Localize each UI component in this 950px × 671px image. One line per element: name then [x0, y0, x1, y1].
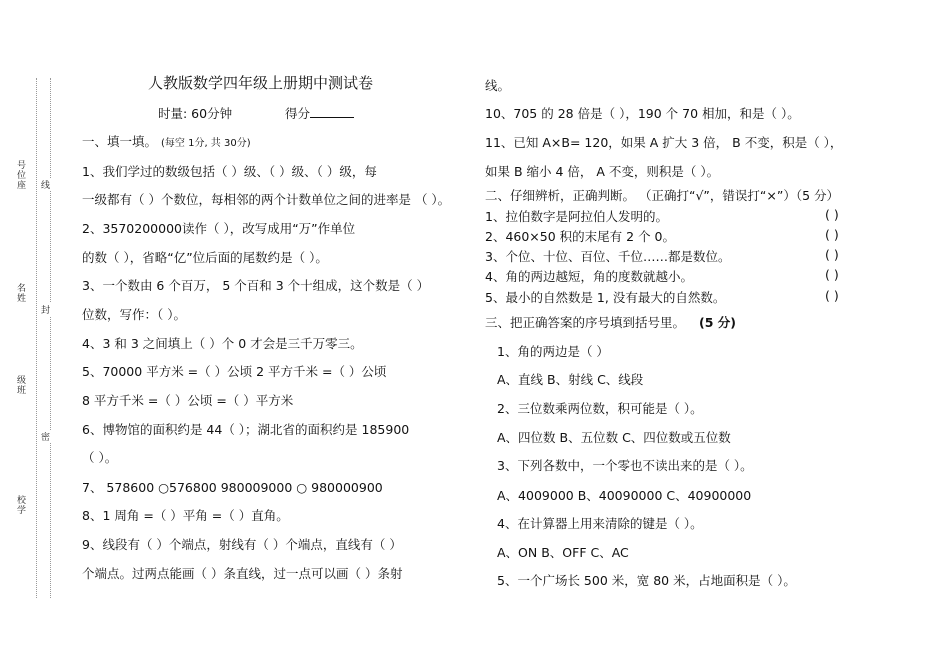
- binding-seal-secret: 密: [41, 430, 53, 443]
- binding-label-name: 名姓: [17, 284, 29, 304]
- judge-answer-paren: ( ): [825, 207, 839, 222]
- judge-answer-paren: ( ): [825, 267, 839, 282]
- question-line: 4、3 和 3 之间填上（ ）个 0 才会是三千万零三。: [82, 336, 363, 351]
- choice-question: 3、下列各数中，一个零也不读出来的是（ ）。: [497, 458, 753, 473]
- question-line: 7、 578600 ○576800 980009000 ○ 980000900: [82, 480, 383, 495]
- choice-options: A、四位数 B、五位数 C、四位数或五位数: [497, 430, 731, 445]
- question-line: 10、705 的 28 倍是（ ），190 个 70 相加，和是（ ）。: [485, 106, 800, 121]
- choice-options: A、4009000 B、40090000 C、40900000: [497, 488, 752, 503]
- exam-time: 时量: 60分钟: [158, 106, 233, 121]
- question-line: 6、博物馆的面积约是 44（ ）；湖北省的面积约是 185900: [82, 422, 410, 437]
- question-line: 的数（ ），省略“亿”位后面的尾数约是（ ）。: [82, 250, 328, 265]
- binding-dotted-line-left: [36, 78, 37, 598]
- binding-strip: [10, 78, 51, 598]
- question-line: 8 平方千米 =（ ）公顷 =（ ）平方米: [82, 393, 294, 408]
- judge-item: 3、个位、十位、百位、千位……都是数位。: [485, 249, 731, 264]
- question-line: 8、1 周角 =（ ）平角 =（ ）直角。: [82, 508, 289, 523]
- binding-dotted-line-right: [50, 78, 51, 598]
- score-blank: [310, 105, 354, 118]
- binding-label-school: 校学: [17, 496, 29, 516]
- choice-options: A、直线 B、射线 C、线段: [497, 372, 644, 387]
- choice-options: A、ON B、OFF C、AC: [497, 545, 629, 560]
- section-3-heading: 三、把正确答案的序号填到括号里。: [485, 315, 686, 330]
- section-1-heading: 一、填一填。: [82, 134, 158, 149]
- section-1-title: [82, 132, 251, 150]
- judge-item: 4、角的两边越短，角的度数就越小。: [485, 269, 693, 284]
- question-line: 个端点。过两点能画（ ）条直线，过一点可以画（ ）条射: [82, 566, 403, 581]
- judge-answer-paren: ( ): [825, 227, 839, 242]
- judge-item: 5、最小的自然数是 1, 没有最大的自然数。: [485, 290, 726, 305]
- page-title: 人教版数学四年级上册期中测试卷: [148, 74, 374, 92]
- question-line: 5、70000 平方米 =（ ）公顷 2 平方千米 =（ ）公顷: [82, 364, 387, 379]
- binding-seal-seal: 封: [41, 303, 53, 316]
- question-line: 11、已知 A×B= 120，如果 A 扩大 3 倍， B 不变，积是（ ），: [485, 135, 843, 150]
- score-label: 得分: [285, 106, 311, 121]
- binding-seal-line: 线: [41, 178, 53, 191]
- section-3-score: (5 分): [699, 315, 736, 330]
- section-1-note: (每空 1分, 共 30分): [161, 138, 251, 149]
- section-3-title: [485, 313, 736, 331]
- binding-label-seat: 号位座: [17, 161, 29, 191]
- question-line: 1、我们学过的数级包括（ ）级、（ ）级、（ ）级，每: [82, 164, 377, 179]
- choice-question: 2、三位数乘两位数，积可能是（ ）。: [497, 401, 703, 416]
- section-2-title: 二、仔细辨析，正确判断。 （正确打“√”，错误打“×”）（5 分）: [485, 188, 839, 203]
- choice-question: 4、在计算器上用来清除的键是（ ）。: [497, 516, 703, 531]
- question-line: （ ）。: [82, 450, 118, 465]
- judge-answer-paren: ( ): [825, 288, 839, 303]
- question-line: 线。: [485, 78, 511, 93]
- judge-item: 2、460×50 积的末尾有 2 个 0。: [485, 229, 675, 244]
- choice-question: 1、角的两边是（ ）: [497, 344, 609, 359]
- binding-label-class: 级班: [17, 376, 29, 396]
- question-line: 3、一个数由 6 个百万， 5 个百和 3 个十组成，这个数是（ ）: [82, 278, 430, 293]
- choice-question: 5、一个广场长 500 米，宽 80 米，占地面积是（ ）。: [497, 573, 796, 588]
- judge-item: 1、拉伯数字是阿拉伯人发明的。: [485, 209, 668, 224]
- question-line: 2、3570200000读作（ ），改写成用“万”作单位: [82, 221, 356, 236]
- question-line: 一级都有（ ）个数位，每相邻的两个计数单位之间的进率是 （ ）。: [82, 192, 451, 207]
- question-line: 9、线段有（ ）个端点，射线有（ ）个端点，直线有（ ）: [82, 537, 402, 552]
- question-line: 位数，写作：（ ）。: [82, 307, 186, 322]
- score-field: [285, 104, 354, 122]
- judge-answer-paren: ( ): [825, 247, 839, 262]
- question-line: 如果 B 缩小 4 倍， A 不变，则积是（ ）。: [485, 164, 720, 179]
